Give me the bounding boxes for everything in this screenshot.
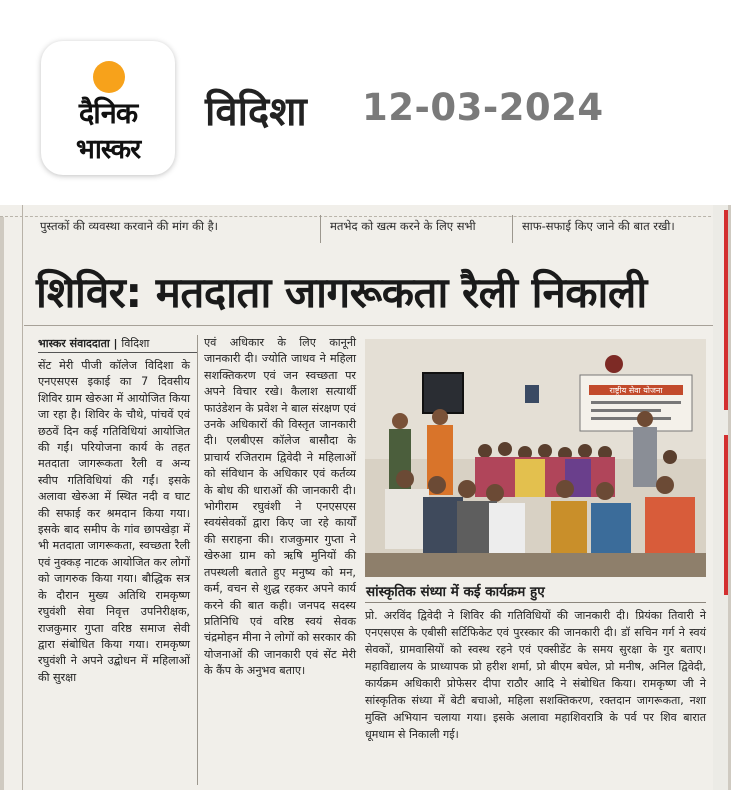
column-rule	[320, 215, 321, 243]
reporter-name: भास्कर संवाददाता	[38, 337, 110, 350]
event-photo	[365, 339, 706, 577]
photo-caption: सांस्कृतिक संध्या में कई कार्यक्रम हुए	[366, 584, 545, 600]
city-name: विदिशा	[205, 89, 307, 135]
article-headline: शिविर: मतदाता जागरूकता रैली निकाली	[36, 268, 647, 317]
article-column-2	[204, 335, 356, 680]
edition-date: 12-03-2024	[362, 86, 604, 129]
byline	[38, 336, 149, 351]
column-1-text: सेंट मेरी पीजी कॉलेज विदिशा के एनएसएस इकाई का 7 दिवसीय शिविर ग्राम खेरुआ में आयोजित किया जा रहा है। शिविर के चौथे, पांचवें एवं छठवें दिन कई गतिविधियां आयोजित की गईं। परियोजना कार्य के तहत मतदाता जागरूकता रैली व अन्य स्वीप गतिविधियां की गईं। इसके अलावा खेरुआ में स्थित नदी व घाट की सफाई कर श्रमदान किया गया। इसके बाद समीप के गांव छापखेड़ा में भी मतदाता जागरूकता, स्वच्छता रैली एवं नुक्कड़ नाटक आयोजित कर लोगों को जागरुक किया गया। बौद्धिक सत्र के दौरान मुख्य अतिथि रामकृष्ण रघुवंशी सेवा निवृत्त उपनिरीक्षक, राजकुमार गुप्ता वरिष्ठ समाज सेवी द्वारा संबोधित किया गया। रामकृष्ण रघुवंशी ने अपने उद्बोधन में महिलाओं की सुरक्षा	[38, 359, 190, 684]
newspaper-clipping	[0, 205, 731, 790]
event-photo-illustration	[365, 339, 706, 577]
caption-rule	[365, 602, 706, 603]
top-snippet-2: मतभेद को खत्म करने के लिए सभी	[330, 219, 476, 233]
sun-icon	[93, 61, 125, 93]
headline-rule	[24, 325, 714, 326]
top-snippet-3: साफ-सफाई किए जाने की बात रखी।	[522, 219, 675, 233]
photo-column-text: प्रो. अरविंद द्विवेदी ने शिविर की गतिविधियों की जानकारी दी। प्रियंका तिवारी ने एनएसएस के एबीसी सर्टिफिकेट एवं पुरस्कार की जानकारी दी। डॉ सचिन गर्ग ने स्वयं सेवकों, ग्रामवासियों को स्वस्थ रहने एवं एक्सीडेंट के समय सुरक्षा के गुर बताए। महाविद्यालय के प्राध्यापक प्रो हरीश शर्मा, प्रो बीएम बघेल, प्रो मनीष, अनिल द्विवेदी, कार्यक्रम अधिकारी प्रोफेसर दीपा राठौर आदि ने संबोधित किया। रामकृष्ण जी ने सांस्कृतिक संध्या में बेटी बचाओ, महिला सशक्तिकरण, रक्तदान जागरूकता, नशा मुक्ति अभियान चलाया गया। इसके अलावा महाशिवरात्रि के पर्व पर शिव बारात धूमधाम से निकाली गई।	[365, 609, 706, 741]
column-rule	[512, 215, 513, 243]
byline-separator: |	[113, 337, 122, 350]
header	[0, 0, 731, 205]
column-rule	[197, 335, 198, 785]
column-2-text: एवं अधिकार के लिए कानूनी जानकारी दी। ज्योति जाधव ने महिला सशक्तिकरण एवं जन स्वच्छता पर अपने विचार रखे। कैलाश सत्यार्थी फाउंडेशन के प्रवेश ने बाल संरक्षण एवं उनके अधिकारों की विस्तृत जानकारी दी। एलबीएस कॉलेज बासौदा के प्राचार्य रजितराम द्विवेदी ने महिलाओं को संविधान के अधिकार एवं कर्तव्य के बोध की धाराओं की जानकारी दी। भोगीराम रघुवंशी ने एनएसएस स्वयंसेवकों द्वारा किए जा रहे कार्यों की सराहना की। राजकुमार गुप्ता ने खेरुआ ग्राम को ऋषि मुनियों की तपस्थली बताते हुए मनुष्य को मन, कर्म, वचन से शुद्ध रहकर अपने कार्य करने की बात कही। जनपद सदस्य प्रतिनिधि एवं वरिष्ठ स्वयं सेवक चंद्रमोहन मीना ने लोगों को सरकार की योजनाओं की जानकारी एवं सेंट मेरी के कैंप के अनुभव बताए।	[204, 336, 356, 678]
byline-place: विदिशा	[121, 337, 150, 350]
logo-text-line1: दैनिक	[78, 96, 138, 130]
column-rule	[22, 205, 23, 790]
logo-text-line2: भास्कर	[75, 134, 141, 165]
article-column-1	[38, 358, 190, 686]
dainik-bhaskar-logo	[41, 41, 175, 175]
photo-banner-text: राष्ट्रीय सेवा योजना	[609, 386, 663, 395]
cut-line	[0, 205, 731, 217]
top-snippet-1: पुस्तकों की व्यवस्था करवाने की मांग की है।	[40, 219, 219, 233]
byline-rule	[38, 352, 198, 353]
paper-edge-left	[0, 205, 4, 790]
